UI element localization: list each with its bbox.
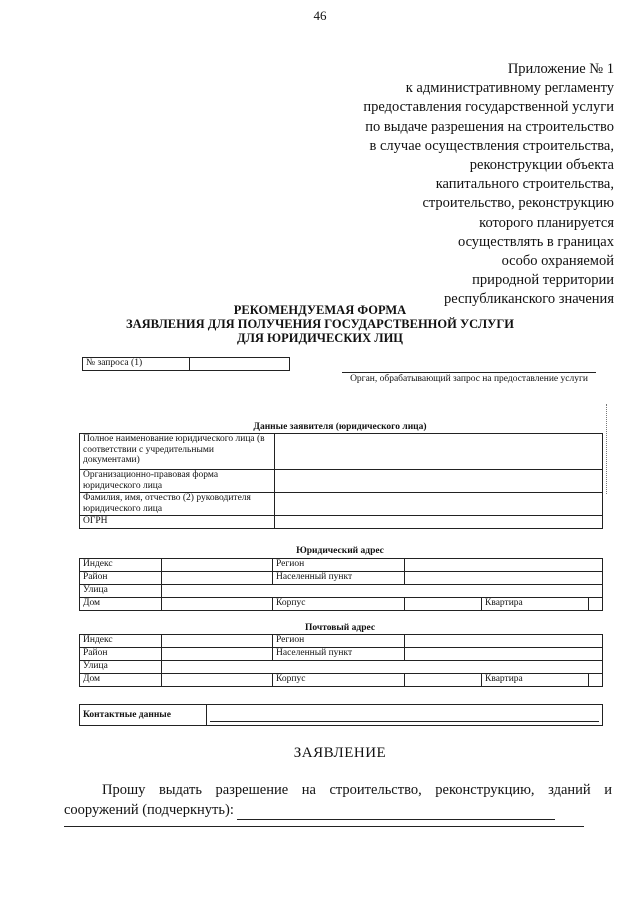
postal-address-title: Почтовый адрес [304, 623, 376, 633]
region-label: Регион [273, 559, 405, 572]
street-field[interactable] [162, 585, 603, 598]
district-label: Район [80, 648, 162, 661]
appendix-line: которого планируется [479, 214, 614, 231]
applicant-row-label: Фамилия, имя, отчество (2) руководителя юридического лица [80, 493, 275, 516]
applicant-row-field[interactable] [275, 434, 603, 470]
applicant-row-label: Полное наименование юридического лица (в соответствии с учредительными документами) [80, 434, 275, 470]
contact-table [79, 704, 603, 726]
house-field[interactable] [162, 674, 273, 687]
index-label: Индекс [80, 559, 162, 572]
applicant-section-title: Данные заявителя (юридического лица) [253, 422, 427, 432]
house-label: Дом [80, 674, 162, 687]
statement-continuation-line[interactable] [64, 826, 584, 827]
street-label: Улица [80, 585, 162, 598]
apartment-label: Квартира [482, 674, 589, 687]
statement-text: Прошу выдать разрешение на строительство, реконструкцию, зданий и сооружений (подчеркнуть): [64, 782, 612, 818]
settlement-field[interactable] [405, 572, 603, 585]
region-field[interactable] [405, 635, 603, 648]
building-field[interactable] [405, 674, 482, 687]
index-field[interactable] [162, 559, 273, 572]
page-number: 46 [313, 8, 327, 23]
organ-signature-line[interactable] [342, 372, 596, 373]
statement-title: ЗАЯВЛЕНИЕ [293, 745, 387, 761]
legal-address-title: Юридический адрес [296, 546, 384, 556]
appendix-line: реконструкции объекта [469, 157, 614, 174]
request-number-label: № запроса (1) [83, 358, 190, 371]
street-field[interactable] [162, 661, 603, 674]
appendix-line: республиканского значения [443, 291, 614, 308]
apartment-field[interactable] [589, 598, 603, 611]
region-field[interactable] [405, 559, 603, 572]
apartment-label: Квартира [482, 598, 589, 611]
district-field[interactable] [162, 572, 273, 585]
appendix-line: осуществлять в границах [457, 233, 614, 250]
appendix-line: по выдаче разрешения на строительство [365, 118, 614, 135]
building-label: Корпус [273, 598, 405, 611]
house-field[interactable] [162, 598, 273, 611]
statement-fill-line[interactable] [237, 805, 555, 820]
applicant-table [79, 433, 603, 529]
contact-field[interactable] [207, 705, 603, 726]
appendix-block [314, 60, 614, 310]
applicant-row-field[interactable] [275, 493, 603, 516]
organ-caption: Орган, обрабатывающий запрос на предоставление услуги [350, 374, 588, 384]
form-title [0, 303, 640, 345]
margin-marks [606, 404, 613, 494]
district-field[interactable] [162, 648, 273, 661]
applicant-row-field[interactable] [275, 470, 603, 493]
region-label: Регион [273, 635, 405, 648]
house-label: Дом [80, 598, 162, 611]
appendix-line: Приложение № 1 [507, 61, 614, 77]
postal-address-table [79, 634, 603, 687]
applicant-row-label: ОГРН [80, 516, 275, 529]
apartment-field[interactable] [589, 674, 603, 687]
building-label: Корпус [273, 674, 405, 687]
appendix-line: природной территории [472, 272, 614, 289]
settlement-field[interactable] [405, 648, 603, 661]
form-title-line: ЗАЯВЛЕНИЯ ДЛЯ ПОЛУЧЕНИЯ ГОСУДАРСТВЕННОЙ УСЛУГИ [125, 317, 515, 331]
form-title-line: ДЛЯ ЮРИДИЧЕСКИХ ЛИЦ [236, 331, 404, 345]
contact-label: Контактные данные [80, 705, 207, 726]
district-label: Район [80, 572, 162, 585]
applicant-row-label: Организационно-правовая форма юридического лица [80, 470, 275, 493]
appendix-line: в случае осуществления строительства, [369, 137, 614, 154]
statement-paragraph [64, 780, 612, 820]
index-label: Индекс [80, 635, 162, 648]
contact-fill-line [210, 712, 599, 722]
building-field[interactable] [405, 598, 482, 611]
form-title-line: РЕКОМЕНДУЕМАЯ ФОРМА [233, 303, 407, 317]
applicant-row-field[interactable] [275, 516, 603, 529]
appendix-line: строительство, реконструкцию [422, 195, 614, 212]
request-number-field[interactable] [190, 358, 290, 371]
appendix-line: предоставления государственной услуги [363, 99, 614, 116]
street-label: Улица [80, 661, 162, 674]
legal-address-table [79, 558, 603, 611]
appendix-line: к административному регламенту [405, 80, 614, 97]
appendix-line: капитального строительства, [435, 176, 614, 193]
appendix-line: особо охраняемой [501, 253, 614, 270]
settlement-label: Населенный пункт [273, 648, 405, 661]
index-field[interactable] [162, 635, 273, 648]
settlement-label: Населенный пункт [273, 572, 405, 585]
request-number-box [82, 357, 290, 371]
